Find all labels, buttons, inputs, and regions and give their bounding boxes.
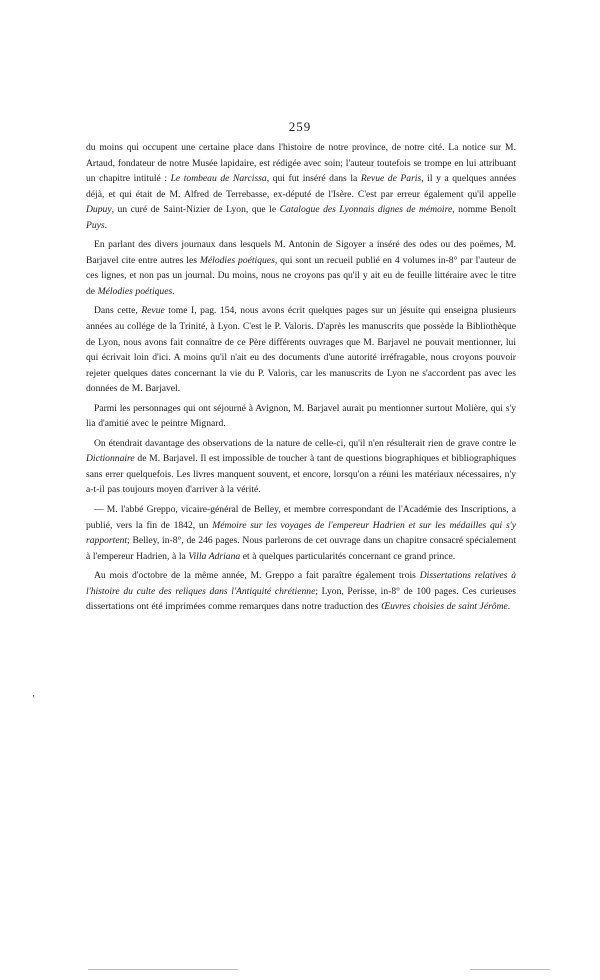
paragraph-3 (86, 303, 516, 396)
text-run: , un curé de Saint-Nizier de Lyon, que le (111, 204, 280, 216)
italic-text: Mémoire sur les voyages de l'empereur Hadrien et sur les médailles qui s'y rapportent (86, 519, 516, 547)
text-run: tome I, pag. 154, nous avons écrit quelques pages sur un jésuite qui enseigna plusieurs années au collége de la Trinité, à Lyon. C'est le P. Valoris. D'après les manuscrits que possède la Bibliothèque de Lyon, nous avons fait connaître de ce Père différents ouvrages que M. Barjavel ne pouvait mentionner, lui qui écrivait loin d'ici. A moins qu'il n'ait eu des documents d'une autorité irréfragable, nous croyons pouvoir rejeter quelques dates concernant la vie du P. Valoris, car les manuscrits de Lyon ne s'accordent pas avec les données de M. Barjavel. (86, 305, 516, 395)
italic-text: Revue (141, 305, 165, 317)
body-text (86, 140, 516, 615)
text-run: , il y a quelques années déjà, et qui était de M. Alfred de Terrebasse, ex-député de l'Isère. C'est par erreur également qu'il appelle (86, 173, 517, 200)
margin-mark: ‛ (32, 694, 36, 705)
footer-rule-left (88, 969, 238, 970)
text-run: de M. Barjavel. Il est impossible de toucher à tant de questions biographiques et bibliographiques sans errer quelquefois. Les livres manquent souvent, et encore, lorsqu'on a réuni les matériaux nécessaires, n'y a-t-il pas toujours moyen d'arriver à la vérité. (86, 453, 516, 496)
italic-text: Mélodies poétiques (199, 254, 275, 266)
text-run: En parlant des divers journaux dans lesquels M. Antonin de Sigoyer a inséré des odes ou des poëmes, M. Barjavel cite entre autres les (86, 239, 516, 266)
italic-text: Mélodies poétiques (97, 285, 173, 297)
text-run: , qui sont un recueil publié en 4 volumes in-8° par l'auteur de ces lignes, et non pas un journal. Du moins, nous ne croyons pas qu'il y ait eu de feuille littéraire avec le titre de (86, 254, 517, 297)
text-run: . (104, 219, 108, 231)
italic-text: Puys (86, 219, 105, 231)
italic-text: Le tombeau de Narcissa (170, 173, 267, 185)
text-run: On étendrait davantage des observations de la nature de celle-ci, qu'il n'en résulterait rien de grave contre le (94, 437, 516, 449)
paragraph-4 (86, 401, 516, 432)
text-run: ; Lyon, Perisse, in-8° de 100 pages. Ces curieuses dissertations ont été imprimées comme remarques dans notre traduction des (86, 585, 516, 613)
italic-text: Dissertations relatives à l'histoire du culte des reliques dans l'Antiquité chrétienne (86, 570, 516, 597)
text-run: , nomme Benoît (452, 204, 516, 216)
text-run: — M. l'abbé Greppo, vicaire-général de Belley, et membre correspondant de l'Académie des Inscriptions, a publié, vers la fin de 1842, un (86, 504, 516, 531)
text-run: , qui fut inséré dans la (266, 173, 361, 185)
text-run: Dans cette, (94, 305, 142, 317)
footer-rule-right (470, 969, 550, 970)
italic-text: Catalogue des Lyonnais dignes de mémoire (279, 204, 453, 216)
italic-text: Dictionnaire (86, 453, 135, 465)
text-run: du moins qui occupent une certaine place dans l'histoire de notre province, de notre cité. La notice sur M. Artaud, fondateur de notre Musée lapidaire, est rédigée avec soin; l'auteur toutefois se trompe en lui attribuant un chapitre intitulé : (86, 142, 516, 185)
paragraph-1 (86, 140, 516, 233)
text-run: et à quelques particularités concernant ce grand prince. (240, 550, 456, 562)
text-run: . (507, 601, 511, 613)
page-number: 259 (288, 119, 312, 134)
text-run: ; Belley, in-8°, de 246 pages. Nous parlerons de cet ouvrage dans un chapitre consacré spécialement à l'empereur Hadrien, à la (86, 535, 516, 562)
text-run: Parmi les personnages qui ont séjourné à Avignon, M. Barjavel aurait pu mentionner surtout Molière, qui s'y lia d'amitié avec le peintre Mignard. (86, 402, 516, 430)
paragraph-2 (86, 237, 516, 299)
paragraph-7 (86, 568, 516, 615)
italic-text: Œuvres choisies de saint Jérôme (381, 601, 508, 613)
text-run: . (172, 285, 175, 297)
paragraph-6 (86, 502, 516, 564)
italic-text: Dupuy (86, 204, 112, 216)
paragraph-5 (86, 436, 516, 498)
text-run: Au mois d'octobre de la même année, M. Greppo a fait paraître également trois (94, 570, 420, 582)
italic-text: Villa Adriana (188, 550, 241, 562)
italic-text: Revue de Paris (360, 173, 422, 185)
